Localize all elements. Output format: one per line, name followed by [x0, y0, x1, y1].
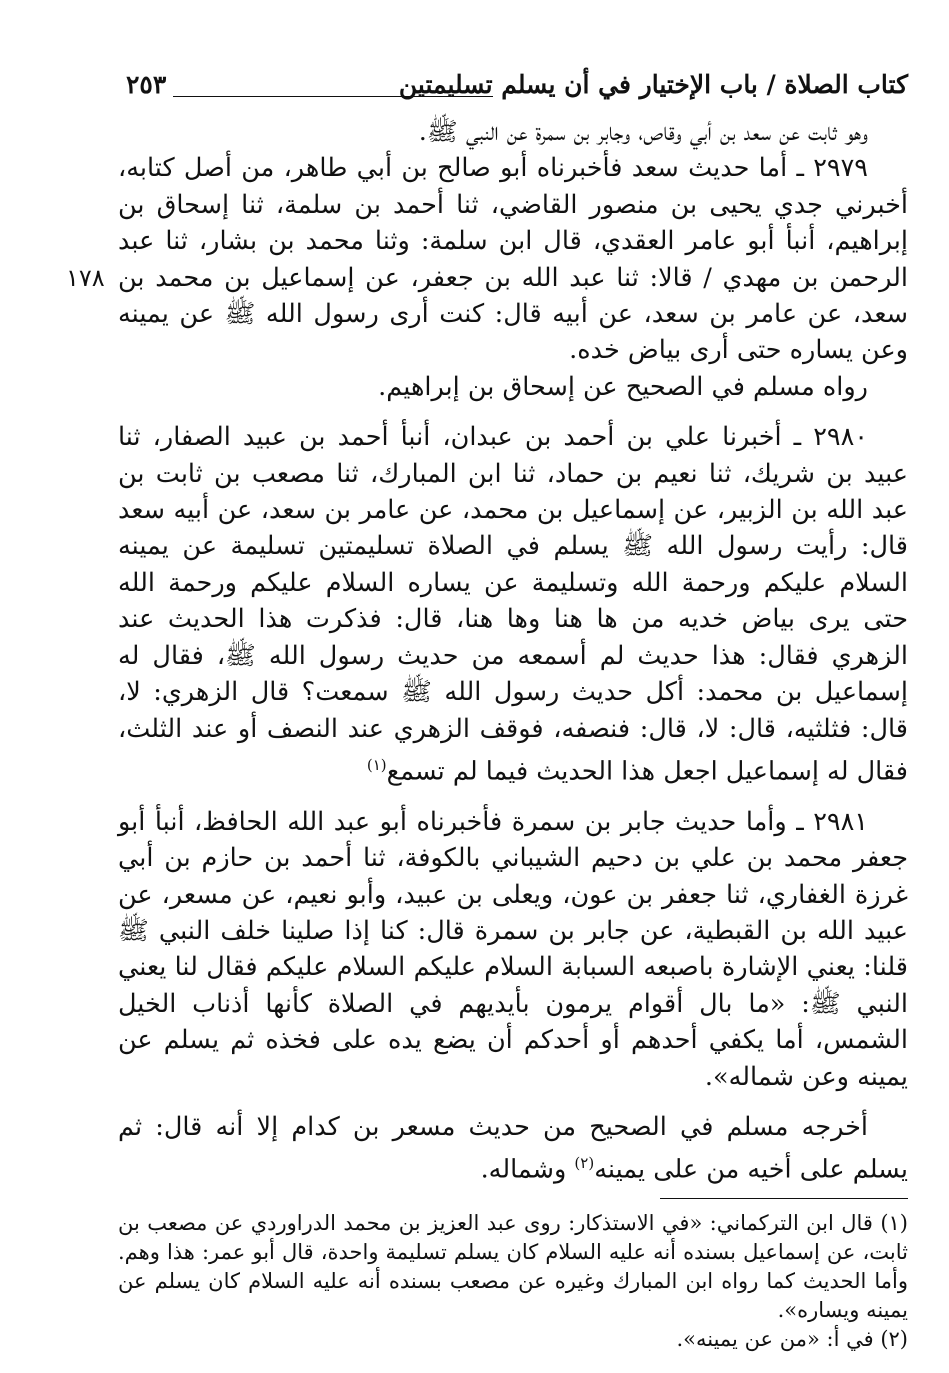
header-rule: [173, 96, 493, 97]
hadith-2981-source: [118, 1109, 908, 1188]
hadith-2979: ٢٩٧٩ ـ أما حديث سعد فأخبرناه أبو صالح بن أبي طاهر، من أصل كتابه، أخبرني جدي يحيى بن منصور القاضي، ثنا أحمد بن سلمة، ثنا إسحاق بن إبراهيم، أنبأ أبو عامر العقدي، قال ابن سلمة: وثنا محمد بن بشار، ثنا عبد الرحمن بن مهدي / قالا: ثنا عبد الله بن جعفر، عن إسماعيل بن محمد بن سعد، عن عامر بن سعد، عن أبيه قال: كنت أرى رسول الله ﷺ عن يمينه وعن يساره حتى أرى بياض خده.: [118, 153, 908, 366]
hadith-2981-source-text: أخرجه مسلم في الصحيح من حديث مسعر بن كدام إلا أنه قال: ثم يسلم على أخيه من على يمينه: [118, 1112, 908, 1185]
hadith-2979-source: رواه مسلم في الصحيح عن إسحاق بن إبراهيم.: [378, 371, 868, 402]
hadith-2980-text: ٢٩٨٠ ـ أخبرنا علي بن أحمد بن عبدان، أنبأ أحمد بن عبيد الصفار، ثنا عبيد بن شريك، ثنا نعيم بن حماد، ثنا ابن المبارك، ثنا مصعب بن ثابت بن عبد الله بن الزبير، عن إسماعيل بن محمد، عن عامر بن سعد، عن أبيه سعد قال: رأيت رسول الله ﷺ يسلم في الصلاة تسليمتين تسليمة عن يمينه السلام عليكم ورحمة الله وتسليمة عن يساره السلام عليكم ورحمة الله حتى يرى بياض خديه من ها هنا وها هنا، قال: فذكرت هذا الحديث عند الزهري فقال: هذا حديث لم أسمعه من حديث رسول الله ﷺ، فقال له إسماعيل بن محمد: أكل حديث رسول الله ﷺ سمعت؟ قال الزهري: لا، قال: فثلثيه، قال: لا، قال: فنصفه، فوقف الزهري عند النصف أو عند الثلث، فقال له إسماعيل اجعل هذا الحديث فيما لم تسمع: [118, 422, 908, 787]
footnote-2: (٢) في أ: «من عن يمينه».: [676, 1327, 908, 1352]
footnote-ref-1: (١): [366, 755, 387, 774]
footnote-rule: [660, 1198, 908, 1199]
margin-page-note: ١٧٨: [66, 264, 105, 292]
hadith-2981: ٢٩٨١ ـ وأما حديث جابر بن سمرة فأخبرناه أبو عبد الله الحافظ، أنبأ أبو جعفر محمد بن علي بن دحيم الشيباني بالكوفة، ثنا أحمد بن حازم بن أبي غرزة الغفاري، ثنا جعفر بن عون، ويعلى بن عبيد، وأبو نعيم، عن مسعر، عن عبيد الله بن القبطية، عن جابر بن سمرة قال: كنا إذا صلينا خلف النبي ﷺ قلنا: يعني الإشارة باصبعه السبابة السلام عليكم السلام عليكم فقال لنا يعني النبي ﷺ: «ما بال أقوام يرمون بأيديهم في الصلاة كأنها أذناب الخيل الشمس، أما يكفي أحدهم أو أحدكم أن يضع يده على فخذه ثم يسلم عن يمينه وعن شماله».: [118, 806, 908, 1092]
page: [66, 60, 908, 1354]
main-text: [118, 114, 908, 1188]
hadith-2981-source-end: وشماله.: [480, 1154, 575, 1185]
running-title: كتاب الصلاة / باب الإختيار في أن يسلم تسليمتين: [398, 70, 908, 99]
footnote-1: (١) قال ابن التركماني: «في الاستذكار: روى عبد العزيز بن محمد الدراوردي عن مصعب بن ثابت، عن إسماعيل بسنده أنه عليه السلام كان يسلم تسليمة واحدة، قال أبو عمر: هذا وهم. وأما الحديث كما رواه ابن المبارك وغيره عن مصعب بسنده أنه عليه السلام كان يسلم عن يمينه ويساره».: [118, 1211, 908, 1323]
footnote-ref-2: (٢): [574, 1154, 595, 1173]
page-number: ٢٥٣: [126, 70, 167, 99]
page-header: [118, 60, 908, 104]
hadith-2980: [118, 419, 908, 790]
paragraph-intro: وهو ثابت عن سعد بن أبي وقاص، وجابر بن سمرة عن النبي ﷺ.: [418, 117, 868, 147]
footnotes: [118, 1199, 908, 1354]
